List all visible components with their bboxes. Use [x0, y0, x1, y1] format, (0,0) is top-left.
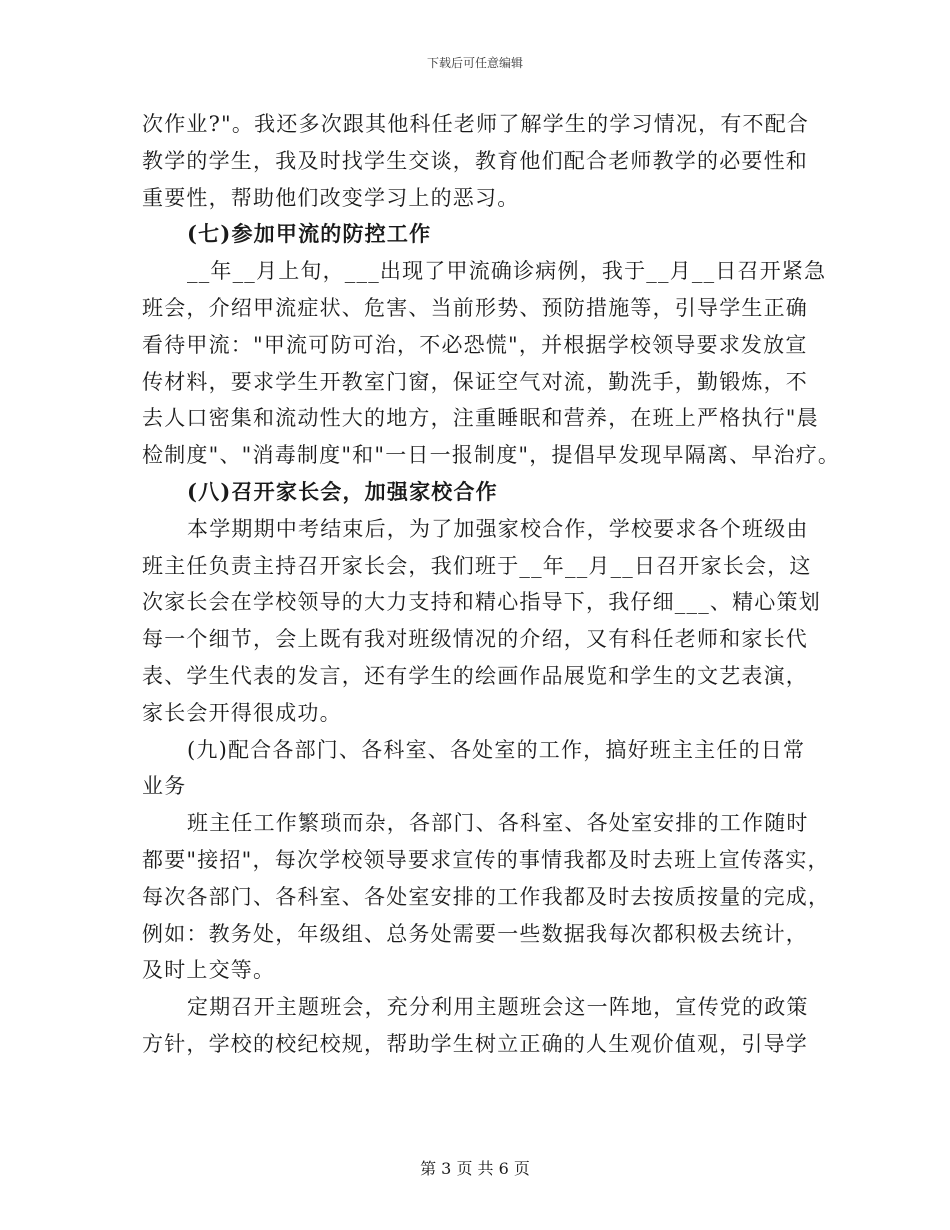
text-line: 都要"接招"，每次学校领导要求宣传的事情我都及时去班上宣传落实， [142, 847, 830, 872]
text-line: 次作业?"。我还多次跟其他科任老师了解学生的学习情况，有不配合 [142, 112, 810, 136]
text-line: 每一个细节，会上既有我对班级情况的介绍，又有科任老师和家长代 [142, 627, 808, 652]
text-line: 及时上交等。 [142, 958, 276, 983]
text-line: (九)配合各部门、各科室、各处室的工作，搞好班主主任的日常 [187, 737, 806, 762]
text-line: 班主任负责主持召开家长会，我们班于__年__月__日召开家长会，这 [142, 553, 812, 578]
text-line: 例如：教务处，年级组、总务处需要一些数据我每次都积极去统计， [142, 921, 808, 946]
text-line: 班主任工作繁琐而杂，各部门、各科室、各处室安排的工作随时 [187, 811, 809, 836]
section-heading: (七)参加甲流的防控工作 [187, 221, 432, 247]
text-line: 本学期期中考结束后，为了加强家校合作，学校要求各个班级由 [187, 516, 809, 541]
text-line: 定期召开主题班会，充分利用主题班会这一阵地，宣传党的政策 [187, 995, 809, 1020]
text-line: 重要性，帮助他们改变学习上的恶习。 [142, 185, 520, 210]
text-line: 传材料，要求学生开教室门窗，保证空气对流，勤洗手，勤锻炼，不 [142, 369, 808, 394]
document-body [142, 106, 841, 1063]
text-line: 表、学生代表的发言，还有学生的绘画作品展览和学生的文艺表演， [142, 663, 808, 688]
text-line: 去人口密集和流动性大的地方，注重睡眠和营养，在班上严格执行"晨 [142, 406, 819, 431]
text-line: 每次各部门、各科室、各处室安排的工作我都及时去按质按量的完成， [142, 884, 831, 909]
text-line: 业务 [142, 774, 187, 799]
page-footer: 第 3 页 共 6 页 [420, 1159, 530, 1178]
text-line: 教学的学生，我及时找学生交谈，教育他们配合老师教学的必要性和 [142, 148, 808, 173]
text-line: 班会，介绍甲流症状、危害、当前形势、预防措施等，引导学生正确 [142, 295, 808, 320]
text-line: 检制度"、"消毒制度"和"一日一报制度"，提倡早发现早隔离、早治疗。 [142, 443, 841, 468]
text-line: 看待甲流："甲流可防可治，不必恐慌"，并根据学校领导要求发放宣 [142, 332, 808, 357]
text-line: 家长会开得很成功。 [142, 700, 342, 725]
text-line: 方针，学校的校纪校规，帮助学生树立正确的人生观价值观，引导学 [142, 1031, 808, 1056]
text-line: 次家长会在学校领导的大力支持和精心指导下，我仔细___、精心策划 [142, 590, 821, 615]
text-line: __年__月上旬，___出现了甲流确诊病例，我于__月__日召开紧急 [187, 259, 827, 284]
section-heading: (八)召开家长会，加强家校合作 [187, 478, 498, 504]
page-header: 下载后可任意编辑 [426, 56, 523, 70]
